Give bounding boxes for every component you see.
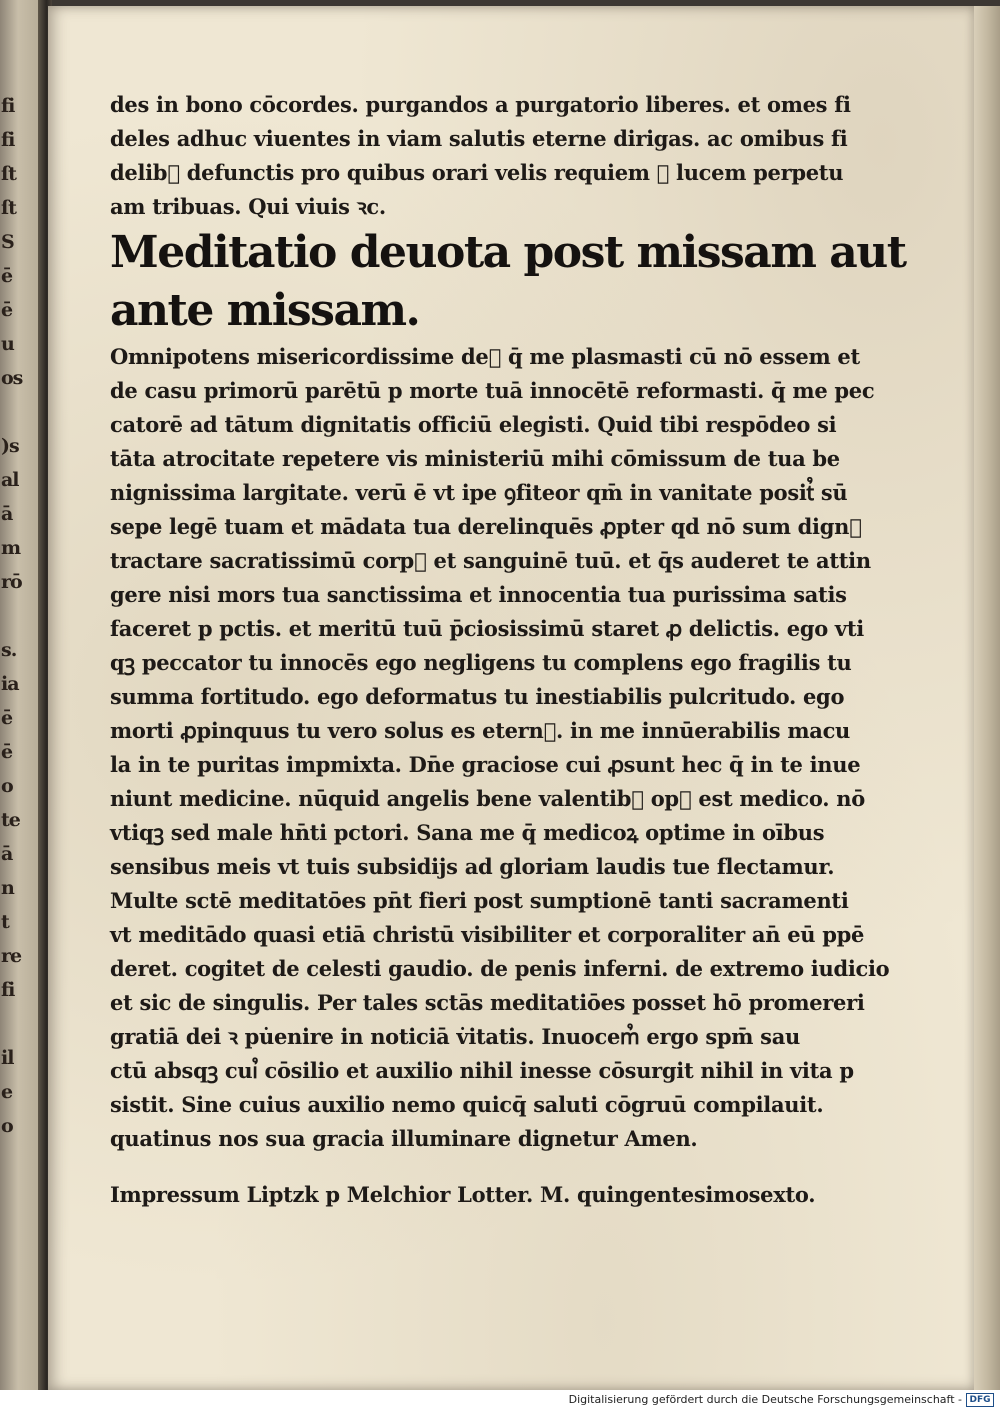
text-line: deret. cogitet de celesti gaudio. de penis inferni. de extremo iudicio bbox=[110, 956, 890, 981]
text-line: vt meditādo quasi etiā christū visibiliter et corporaliter an̄ eū ppē bbox=[110, 922, 865, 947]
left-page-fragment: te bbox=[1, 809, 20, 831]
text-line: delib᷒ defunctis pro quibus orari velis requiem ꝛ lucem perpetu bbox=[110, 160, 844, 185]
text-line: deles adhuc viuentes in viam salutis eterne dirigas. ac omibus fi bbox=[110, 126, 848, 151]
left-page-fragment: u bbox=[1, 333, 14, 355]
left-page-fragment: ā bbox=[1, 843, 13, 865]
left-page-fragment: o bbox=[1, 1115, 13, 1137]
left-page-fragment: ia bbox=[1, 673, 19, 695]
left-page-fragment: S bbox=[1, 231, 14, 253]
left-page-fragment: re bbox=[1, 945, 22, 967]
left-page-fragment: m bbox=[1, 537, 21, 559]
left-page-fragment: ē bbox=[1, 707, 13, 729]
text-line: morti ꝓpinquus tu vero solus es etern᷒. in me innūerabilis macu bbox=[110, 718, 851, 743]
text-line: tāta atrocitate repetere vis ministeriū mihi cōmissum de tua be bbox=[110, 446, 840, 471]
text-line: vtiqꝫ sed male hn̄ti pctori. Sana me q̄ medicoꝝ optime in oībus bbox=[110, 820, 825, 845]
text-line: des in bono cōcordes. purgandos a purgatorio liberes. et omes fi bbox=[110, 92, 851, 117]
left-page-fragment: ē bbox=[1, 265, 13, 287]
lines-before-heading bbox=[110, 88, 851, 224]
left-page-fragment: il bbox=[1, 1047, 14, 1069]
text-line: ctū absqꝫ cui᷒ cōsilio et auxilio nihil inesse cōsurgit nihil in vita p bbox=[110, 1058, 854, 1083]
left-page-fragment: fi bbox=[1, 129, 15, 151]
left-page-fragment: e bbox=[1, 1081, 13, 1103]
text-line: catorē ad tātum dignitatis officiū elegisti. Quid tibi respōdeo si bbox=[110, 412, 837, 437]
left-page-fragment: al bbox=[1, 469, 19, 491]
left-page-fragment: fi bbox=[1, 979, 15, 1001]
text-line: gratiā dei ꝛ pu̇enire in noticiā v̇itatis. Inuocem᷒ ergo spm̄ sau bbox=[110, 1024, 800, 1049]
left-page-fragment: ē bbox=[1, 299, 13, 321]
text-line: summa fortitudo. ego deformatus tu inestiabilis pulcritudo. ego bbox=[110, 684, 845, 709]
text-line: quatinus nos sua gracia illuminare dignetur Amen. bbox=[110, 1126, 698, 1151]
text-block bbox=[110, 88, 906, 1212]
heading-line: ante missam. bbox=[110, 285, 420, 336]
text-line: sepe legē tuam et mādata tua derelinquēs ꝓpter qd nō sum dign᷒ bbox=[110, 514, 862, 539]
text-line: am tribuas. Qui viuis ꝛc. bbox=[110, 194, 386, 219]
text-line: la in te puritas impmixta. Dn̄e graciose cui ꝓsunt hec q̄ in te inue bbox=[110, 752, 861, 777]
heading-line: Meditatio deuota post missam aut bbox=[110, 227, 906, 278]
page-edge bbox=[974, 6, 1000, 1390]
left-page-fragment: ſt bbox=[1, 197, 16, 219]
colophon: Impressum Liptzk p Melchior Lotter. M. quingentesimosexto. bbox=[110, 1182, 816, 1207]
left-page-fragment: )s bbox=[1, 435, 19, 457]
left-page-fragment: ā bbox=[1, 503, 13, 525]
text-line: sensibus meis vt tuis subsidijs ad gloriam laudis tue flectamur. bbox=[110, 854, 835, 879]
text-line: et sic de singulis. Per tales sctās meditatiōes posset hō promereri bbox=[110, 990, 865, 1015]
text-line: tractare sacratissimū corp᷒ et sanguinē tuū. et q̄s auderet te attin bbox=[110, 548, 871, 573]
left-page-fragment: s. bbox=[1, 639, 17, 661]
text-line: qꝫ peccator tu innocēs ego negligens tu complens ego fragilis tu bbox=[110, 650, 852, 675]
footer-credit: Digitalisierung gefördert durch die Deutsche Forschungsgemeinschaft - bbox=[568, 1393, 962, 1406]
left-page-fragment: rō bbox=[1, 571, 22, 593]
dfg-logo-icon: DFG bbox=[966, 1393, 994, 1407]
left-page-fragment: o bbox=[1, 775, 13, 797]
left-facing-page bbox=[0, 0, 40, 1390]
text-line: Multe sctē meditatōes pn̄t fieri post sumptionē tanti sacramenti bbox=[110, 888, 849, 913]
left-page-fragment: t bbox=[1, 911, 9, 933]
heading bbox=[110, 224, 906, 340]
left-page-fragment: os bbox=[1, 367, 23, 389]
text-line: faceret p pctis. et meritū tuū p̄ciosissimū staret ꝓ delictis. ego vti bbox=[110, 616, 864, 641]
left-page-fragment: ē bbox=[1, 741, 13, 763]
left-page-fragment: n bbox=[1, 877, 14, 899]
text-line: de casu primorū parētū p morte tuā innocētē reformasti. q̄ me pec bbox=[110, 378, 875, 403]
left-page-fragment: fi bbox=[1, 95, 15, 117]
text-line: nignissima largitate. verū ē vt ipe ꝯfiteor qm̄ in vanitate posit᷒ sū bbox=[110, 480, 848, 505]
text-line: gere nisi mors tua sanctissima et innocentia tua purissima satis bbox=[110, 582, 847, 607]
text-line: niunt medicine. nūquid angelis bene valentib᷒ op᷒ est medico. nō bbox=[110, 786, 865, 811]
text-line: Omnipotens misericordissime de᷒ q̄ me plasmasti cū nō essem et bbox=[110, 344, 860, 369]
footer-bar bbox=[0, 1390, 1000, 1411]
body-text bbox=[110, 340, 890, 1156]
left-page-fragment: ſt bbox=[1, 163, 16, 185]
text-line: sistit. Sine cuius auxilio nemo quicq̄ saluti cōgruū compilauit. bbox=[110, 1092, 824, 1117]
